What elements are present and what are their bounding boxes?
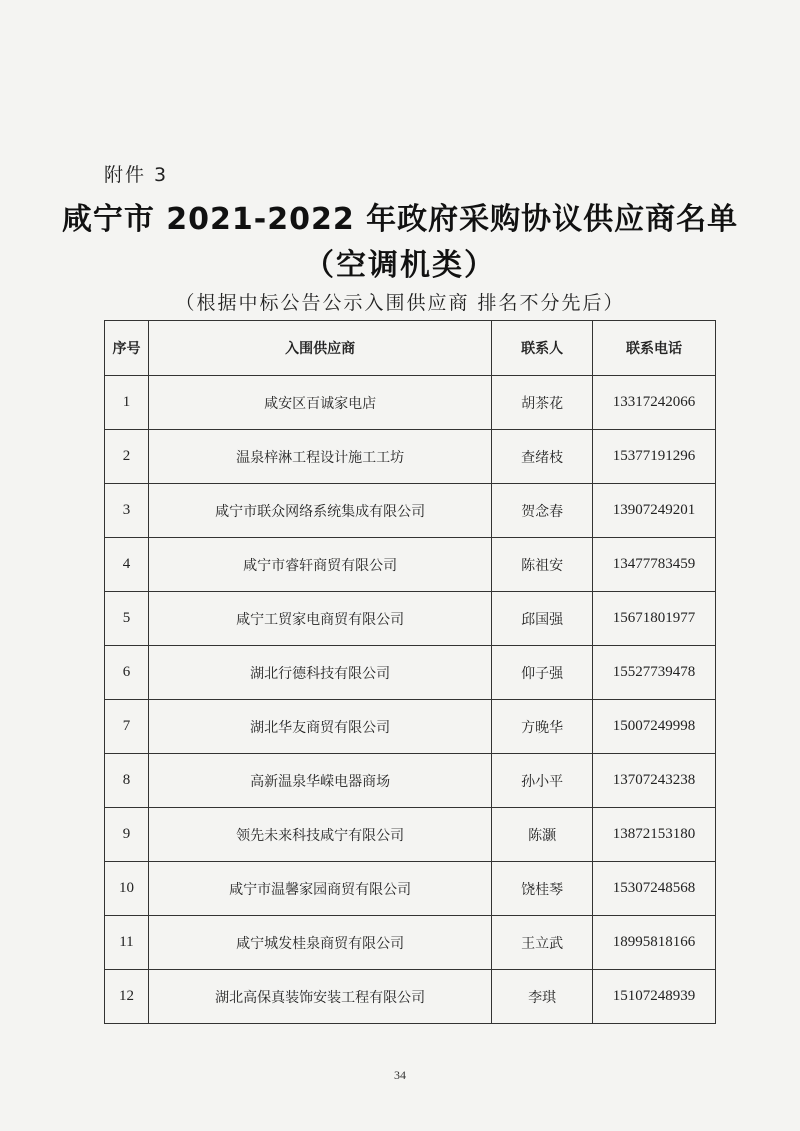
ranking-note: （根据中标公告公示入围供应商 排名不分先后）	[175, 292, 625, 314]
table-row	[105, 538, 716, 592]
row-contact: 胡茶花	[492, 376, 593, 430]
row-supplier: 温泉梓淋工程设计施工工坊	[148, 430, 491, 484]
table-row	[105, 646, 716, 700]
row-contact: 饶桂琴	[492, 862, 593, 916]
header-phone: 联系电话	[593, 321, 716, 376]
row-supplier: 咸宁工贸家电商贸有限公司	[148, 592, 491, 646]
row-phone: 13907249201	[593, 484, 716, 538]
table-row	[105, 484, 716, 538]
row-serial-number: 9	[105, 808, 149, 862]
row-phone: 13317242066	[593, 376, 716, 430]
table-row	[105, 808, 716, 862]
document-title: 咸宁市 2021-2022 年政府采购协议供应商名单	[61, 202, 739, 237]
row-contact: 陈灏	[492, 808, 593, 862]
row-supplier: 领先未来科技咸宁有限公司	[148, 808, 491, 862]
row-phone: 15527739478	[593, 646, 716, 700]
document-subtitle: （空调机类）	[304, 248, 496, 283]
row-contact: 邱国强	[492, 592, 593, 646]
table-row	[105, 916, 716, 970]
row-serial-number: 3	[105, 484, 149, 538]
table-row	[105, 970, 716, 1024]
row-contact: 方晚华	[492, 700, 593, 754]
row-serial-number: 5	[105, 592, 149, 646]
row-phone: 15107248939	[593, 970, 716, 1024]
header-supplier: 入围供应商	[148, 321, 491, 376]
table-row	[105, 376, 716, 430]
header-contact: 联系人	[492, 321, 593, 376]
table-row	[105, 862, 716, 916]
header-row	[105, 321, 716, 376]
row-phone: 13477783459	[593, 538, 716, 592]
row-phone: 13707243238	[593, 754, 716, 808]
row-supplier: 高新温泉华嵘电器商场	[148, 754, 491, 808]
table-row	[105, 700, 716, 754]
table-header	[105, 321, 716, 376]
row-supplier: 湖北高保真装饰安装工程有限公司	[148, 970, 491, 1024]
row-contact: 李琪	[492, 970, 593, 1024]
row-serial-number: 10	[105, 862, 149, 916]
attachment-label: 附件 3	[104, 164, 169, 186]
row-serial-number: 6	[105, 646, 149, 700]
row-serial-number: 12	[105, 970, 149, 1024]
row-phone: 15007249998	[593, 700, 716, 754]
row-phone: 15671801977	[593, 592, 716, 646]
row-serial-number: 4	[105, 538, 149, 592]
header-serial-number: 序号	[105, 321, 149, 376]
row-supplier: 咸宁市睿轩商贸有限公司	[148, 538, 491, 592]
row-contact: 孙小平	[492, 754, 593, 808]
row-supplier: 咸安区百诚家电店	[148, 376, 491, 430]
row-supplier: 咸宁市联众网络系统集成有限公司	[148, 484, 491, 538]
row-phone: 18995818166	[593, 916, 716, 970]
row-supplier: 湖北华友商贸有限公司	[148, 700, 491, 754]
row-serial-number: 1	[105, 376, 149, 430]
row-serial-number: 8	[105, 754, 149, 808]
row-serial-number: 2	[105, 430, 149, 484]
row-contact: 仰子强	[492, 646, 593, 700]
table-body	[105, 376, 716, 1024]
table-row	[105, 754, 716, 808]
table-row	[105, 430, 716, 484]
page-number: 34	[394, 1068, 406, 1082]
row-contact: 贺念春	[492, 484, 593, 538]
row-supplier: 咸宁市温馨家园商贸有限公司	[148, 862, 491, 916]
row-serial-number: 11	[105, 916, 149, 970]
table-row	[105, 592, 716, 646]
row-supplier: 湖北行德科技有限公司	[148, 646, 491, 700]
supplier-table	[104, 320, 716, 1024]
row-phone: 13872153180	[593, 808, 716, 862]
row-phone: 15307248568	[593, 862, 716, 916]
row-contact: 王立武	[492, 916, 593, 970]
row-contact: 陈祖安	[492, 538, 593, 592]
row-contact: 查绪枝	[492, 430, 593, 484]
row-serial-number: 7	[105, 700, 149, 754]
row-phone: 15377191296	[593, 430, 716, 484]
row-supplier: 咸宁城发桂泉商贸有限公司	[148, 916, 491, 970]
